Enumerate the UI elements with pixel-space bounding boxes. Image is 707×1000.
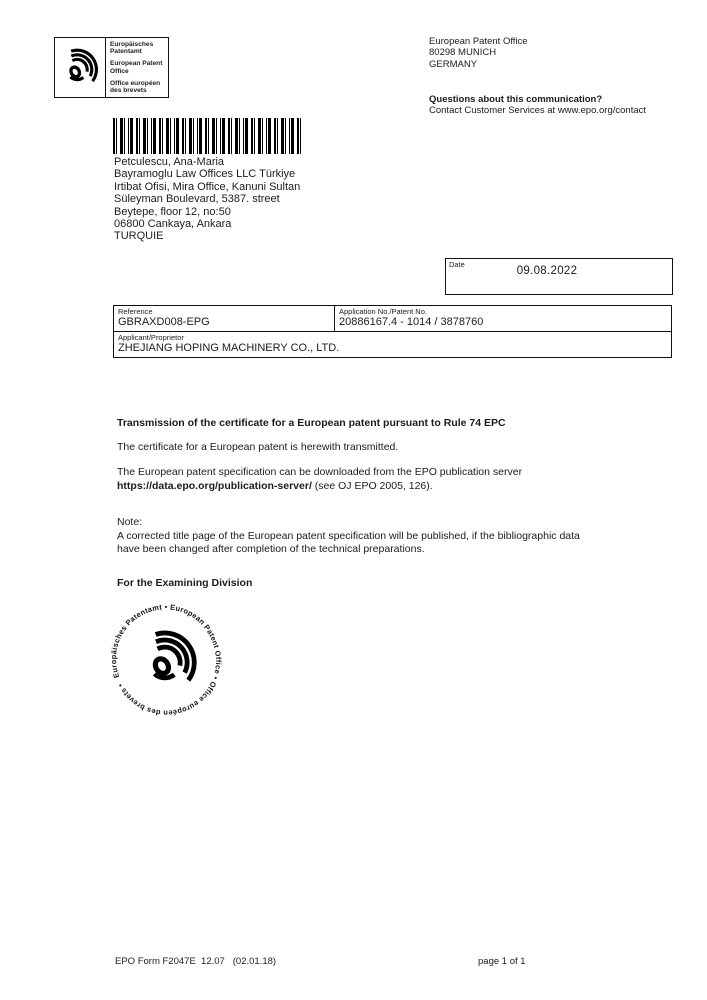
applicant-cell (114, 332, 671, 357)
form-number: EPO Form F2047E 12.07 (02.01.18) (115, 956, 277, 967)
epo-seal (104, 598, 228, 722)
seal-ring-text: Europäisches Patentamt • European Patent Office • Office européen des brevets • (108, 602, 223, 718)
application-cell (334, 306, 671, 331)
office-address-line: 80298 MUNICH (429, 47, 497, 59)
logo-line-fr: Office européen des brevets (110, 79, 161, 94)
epo-logo-box (54, 37, 169, 98)
page-indicator: page 1 of 1 (478, 956, 526, 967)
reference-label: Reference (118, 307, 153, 316)
recipient-line: Irtibat Ofisi, Mira Office, Kanuni Sultan (114, 180, 301, 193)
applicant-value: ZHEJIANG HOPING MACHINERY CO., LTD. (118, 342, 340, 354)
application-label: Application No./Patent No. (339, 307, 427, 316)
reference-table (113, 305, 672, 358)
logo-line-en: European Patent Office (110, 60, 163, 75)
reference-cell (114, 306, 334, 331)
office-address (429, 36, 528, 70)
paragraph-download (117, 466, 522, 493)
questions-block (429, 94, 646, 117)
seal-spiral-icon (143, 625, 200, 689)
questions-contact: Contact Customer Services at www.epo.org/contact (429, 105, 647, 117)
paragraph-transmitted: The certificate for a European patent is herewith transmitted. (117, 441, 399, 453)
note-line1: A corrected title page of the European patent specification will be published, if the bibliographic data (117, 529, 580, 542)
oj-reference: (see OJ EPO 2005, 126). (311, 479, 433, 492)
examining-division-signoff: For the Examining Division (117, 577, 253, 589)
recipient-line: TURQUIE (114, 230, 164, 243)
table-row (114, 306, 671, 331)
publication-server-url: https://data.epo.org/publication-server/ (117, 479, 312, 492)
logo-line-de: Europäisches Patentamt (110, 41, 154, 56)
recipient-line: Bayramoglu Law Offices LLC Türkiye (114, 168, 296, 181)
date-box (445, 258, 673, 295)
date-label: Date (449, 260, 465, 269)
note-line2: have been changed after completion of the technical preparations. (117, 543, 425, 555)
barcode (113, 118, 302, 154)
application-value: 20886167.4 - 1014 / 3878760 (339, 316, 484, 328)
recipient-line: Beytepe, floor 12, no:50 (114, 205, 231, 218)
recipient-line: Petculescu, Ana-Maria (114, 156, 225, 168)
table-row (114, 331, 671, 357)
applicant-label: Applicant/Proprietor (118, 333, 184, 342)
subject-line: Transmission of the certificate for a European patent pursuant to Rule 74 EPC (117, 417, 506, 429)
epo-spiral-icon (59, 44, 101, 92)
note-label: Note: (117, 516, 143, 528)
recipient-line: 06800 Cankaya, Ankara (114, 218, 232, 231)
paragraph-download-line1: The European patent specification can be downloaded from the EPO publication server (117, 466, 523, 478)
office-address-line: GERMANY (429, 58, 478, 70)
epo-logo-text (106, 38, 168, 97)
recipient-line: Süleyman Boulevard, 5387. street (114, 193, 280, 206)
reference-value: GBRAXD008-EPG (118, 316, 210, 328)
office-address-line: European Patent Office (429, 36, 528, 47)
questions-title: Questions about this communication? (429, 94, 603, 105)
date-value: 09.08.2022 (516, 265, 578, 277)
epo-logo-cell (55, 38, 106, 97)
paragraph-download-line2 (117, 480, 522, 494)
note-block (117, 516, 580, 557)
recipient-address (114, 156, 300, 243)
